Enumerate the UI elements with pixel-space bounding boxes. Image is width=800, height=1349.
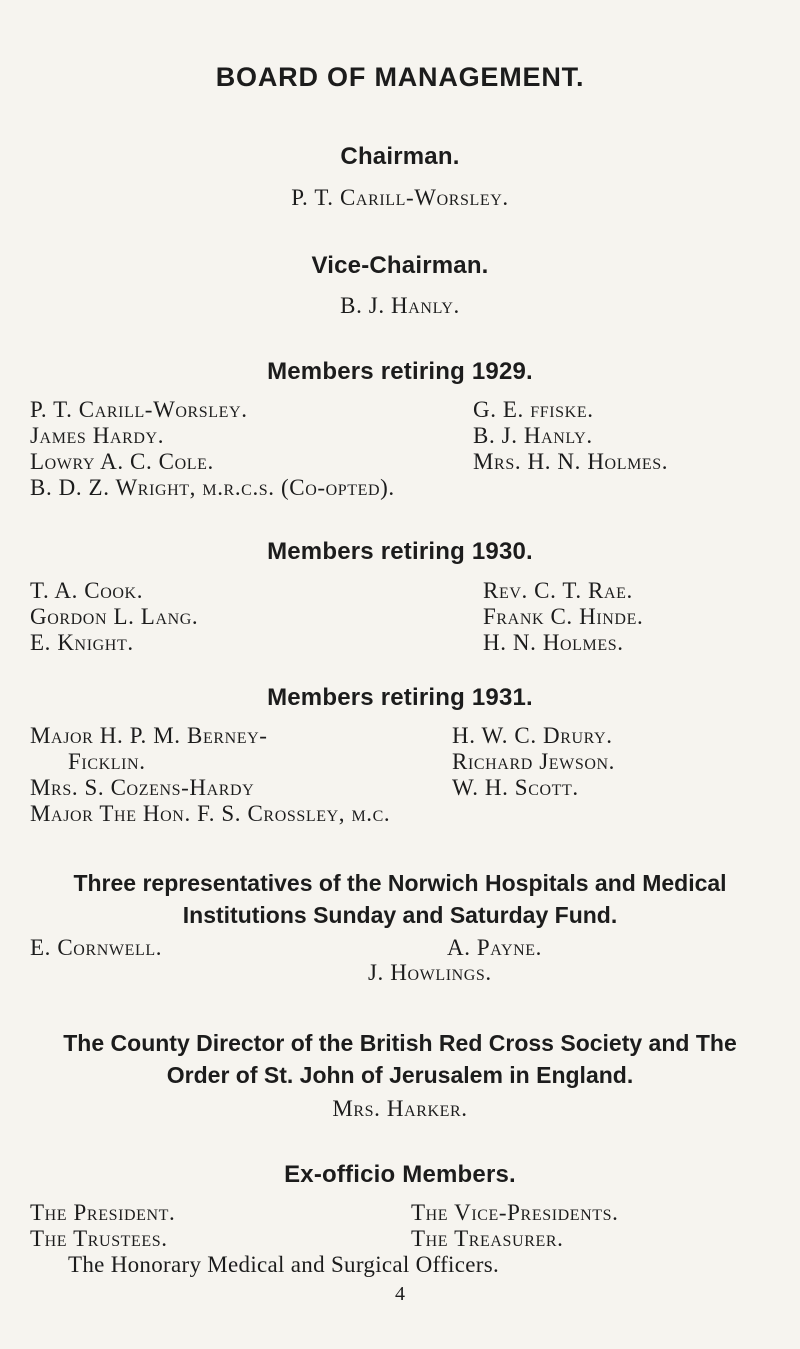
member-name: Mrs. S. Cozens-Hardy <box>30 775 255 800</box>
members-1930-heading: Members retiring 1930. <box>267 538 533 565</box>
red-cross-heading: The County Director of the British Red Cross Society and The Order of St. John of Jerusalem in England. <box>63 1030 737 1088</box>
member-name: Richard Jewson. <box>452 749 616 774</box>
ex-officio-member: The Trustees. <box>30 1226 168 1251</box>
member-name: James Hardy. <box>30 423 165 448</box>
member-name: Frank C. Hinde. <box>483 604 644 629</box>
representative-name: E. Cornwell. <box>30 935 163 960</box>
member-name: Major H. P. M. Berney- <box>30 723 268 748</box>
norwich-fund-heading: Three representatives of the Norwich Hospitals and Medical Institutions Sunday and Saturday Fund. <box>73 870 727 928</box>
red-cross-director: Mrs. Harker. <box>332 1096 468 1121</box>
ex-officio-member: The Honorary Medical and Surgical Officers. <box>68 1252 500 1277</box>
member-name: Mrs. H. N. Holmes. <box>473 449 669 474</box>
ex-officio-member: The President. <box>30 1200 176 1225</box>
member-name: H. N. Holmes. <box>483 630 624 655</box>
member-name: H. W. C. Drury. <box>452 723 613 748</box>
member-name: G. E. ffiske. <box>473 397 594 422</box>
chairman-heading: Chairman. <box>340 143 460 170</box>
members-1931-heading: Members retiring 1931. <box>267 684 533 711</box>
ex-officio-member: The Treasurer. <box>411 1226 564 1251</box>
member-name: Major The Hon. F. S. Crossley, m.c. <box>30 801 391 826</box>
representative-name: J. Howlings. <box>368 960 492 985</box>
member-name: P. T. Carill-Worsley. <box>30 397 248 422</box>
page-title: BOARD OF MANAGEMENT. <box>215 62 585 92</box>
vice-chairman-heading: Vice-Chairman. <box>311 252 489 279</box>
vice-chairman-name: B. J. Hanly. <box>340 293 460 318</box>
member-name: T. A. Cook. <box>30 578 144 603</box>
member-name: Gordon L. Lang. <box>30 604 199 629</box>
member-name: B. J. Hanly. <box>473 423 593 448</box>
representative-name: A. Payne. <box>447 935 543 960</box>
member-name: E. Knight. <box>30 630 134 655</box>
member-name: Rev. C. T. Rae. <box>483 578 633 603</box>
ex-officio-heading: Ex-officio Members. <box>284 1161 516 1188</box>
member-name: W. H. Scott. <box>452 775 579 800</box>
page-number: 4 <box>395 1283 405 1305</box>
chairman-name: P. T. Carill-Worsley. <box>291 185 509 210</box>
members-1929-heading: Members retiring 1929. <box>267 358 533 385</box>
member-name: Lowry A. C. Cole. <box>30 449 214 474</box>
co-opted-member: B. D. Z. Wright, m.r.c.s. (Co-opted). <box>30 475 395 500</box>
member-name: Ficklin. <box>68 749 146 774</box>
ex-officio-member: The Vice-Presidents. <box>411 1200 619 1225</box>
